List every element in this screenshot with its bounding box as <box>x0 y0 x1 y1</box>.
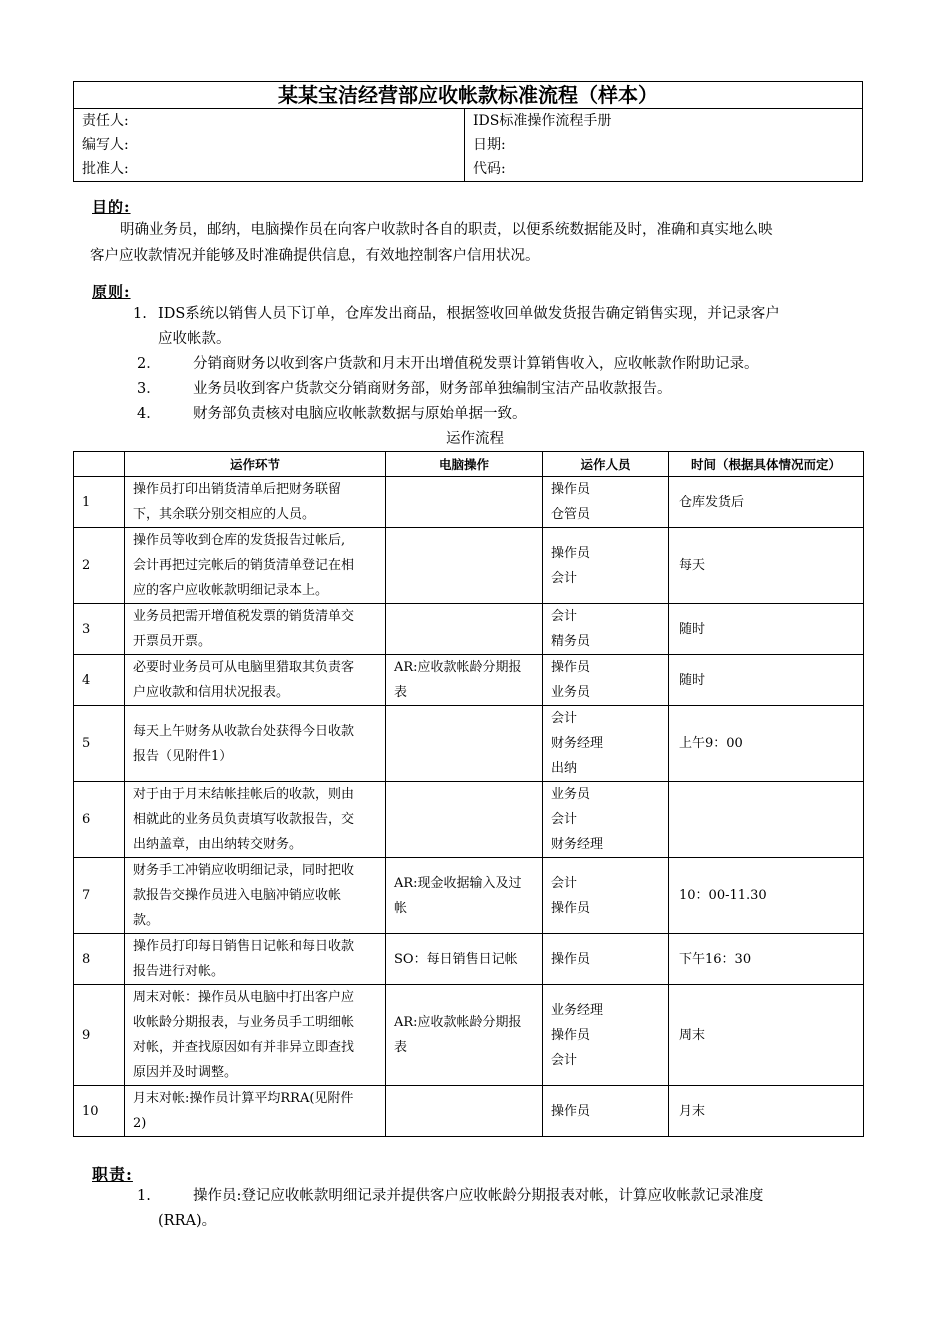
header-table <box>73 81 863 182</box>
code-label: 代码: <box>473 161 506 177</box>
time-cell: 随时 <box>669 604 864 655</box>
staff-line: 会计 <box>551 570 578 586</box>
step-cell <box>125 655 386 706</box>
row-number: 3 <box>74 604 125 655</box>
step-line: 出纳盖章，由出纳转交财务。 <box>133 837 303 852</box>
step-line: 款。 <box>133 913 160 928</box>
principle-1-num: 1. <box>133 306 147 322</box>
step-cell <box>125 528 386 604</box>
principle-3-text: 业务员收到客户货款交分销商财务部，财务部单独编制宝洁产品收款报告。 <box>193 381 672 397</box>
staff-line: 财务经理 <box>551 837 604 852</box>
principle-2-num: 2． <box>137 356 161 372</box>
system-cell <box>386 985 543 1086</box>
document-title: 某某宝洁经营部应收帐款标准流程（样本） <box>74 82 863 109</box>
step-line: 户应收款和信用状况报表。 <box>133 685 290 700</box>
step-line: 应的客户应收帐款明细记录本上。 <box>133 583 329 598</box>
step-line: 款报告交操作员进入电脑冲销应收帐 <box>133 888 342 903</box>
staff-line: 出纳 <box>551 761 578 776</box>
step-cell <box>125 477 386 528</box>
flow-row <box>74 477 864 528</box>
staff-line: 操作员 <box>551 1103 591 1119</box>
flow-row <box>74 934 864 985</box>
flow-header-row <box>74 452 864 477</box>
staff-line: 精务员 <box>551 634 591 649</box>
principle-1-line-1: IDS系统以销售人员下订单，仓库发出商品，根据签收回单做发货报告确定销售实现，并记录客户 <box>158 306 780 322</box>
staff-line: 会计 <box>551 1052 578 1068</box>
time-cell: 周末 <box>669 985 864 1086</box>
staff-line: 业务经理 <box>551 1002 604 1018</box>
row-number: 2 <box>74 528 125 604</box>
row-number: 6 <box>74 782 125 858</box>
system-cell <box>386 655 543 706</box>
flow-table <box>73 451 864 1137</box>
system-cell <box>386 477 543 528</box>
row-number: 7 <box>74 858 125 934</box>
duty-1-line-2: (RRA)。 <box>158 1213 217 1229</box>
system-line: AR:应收款帐龄分期报 <box>394 660 522 675</box>
time-cell: 随时 <box>669 655 864 706</box>
flow-row <box>74 1086 864 1137</box>
purpose-line-2: 客户应收款情况并能够及时准确提供信息，有效地控制客户信用状况。 <box>90 248 540 264</box>
col-header-time: 时间（根据具体情况而定） <box>669 452 864 477</box>
row-number: 1 <box>74 477 125 528</box>
staff-line: 操作员 <box>551 951 591 967</box>
staff-cell <box>543 934 669 985</box>
system-line: SO：每日销售日记帐 <box>394 951 518 967</box>
staff-line: 操作员 <box>551 660 591 675</box>
row-number: 8 <box>74 934 125 985</box>
staff-line: 仓管员 <box>551 507 591 522</box>
step-line: 对于由于月末结帐挂帐后的收款，则由 <box>133 787 355 802</box>
principle-3-num: 3． <box>137 381 161 397</box>
staff-line: 会计 <box>551 812 578 827</box>
step-cell <box>125 934 386 985</box>
step-cell <box>125 782 386 858</box>
step-line: 操作员打印每日销售日记帐和每日收款 <box>133 939 355 954</box>
step-line: 月末对帐:操作员计算平均RRA(见附件 <box>133 1091 354 1106</box>
staff-line: 操作员 <box>551 900 591 916</box>
row-number: 5 <box>74 706 125 782</box>
flow-caption: 运作流程 <box>446 431 504 447</box>
time-cell: 10：00-11.30 <box>669 858 864 934</box>
duty-1-line-1: 操作员:登记应收帐款明细记录并提供客户应收帐龄分期报表对帐，计算应收帐款记录准度 <box>193 1188 764 1204</box>
flow-row <box>74 706 864 782</box>
principle-4-text: 财务部负责核对电脑应收帐款数据与原始单据一致。 <box>193 406 527 422</box>
step-line: 报告（见附件1） <box>133 748 233 764</box>
system-cell <box>386 604 543 655</box>
step-cell <box>125 985 386 1086</box>
responsible-label: 责任人: <box>82 113 129 129</box>
duties-heading: 职责: <box>92 1165 133 1184</box>
system-line: AR:现金收据输入及过 <box>394 875 522 891</box>
system-cell <box>386 706 543 782</box>
system-cell <box>386 782 543 858</box>
system-cell <box>386 934 543 985</box>
staff-cell <box>543 1086 669 1137</box>
step-line: 财务手工冲销应收明细记录，同时把收 <box>133 863 355 878</box>
staff-cell <box>543 782 669 858</box>
col-header-step: 运作环节 <box>125 452 386 477</box>
staff-cell <box>543 528 669 604</box>
step-line: 相就此的业务员负责填写收款报告，交 <box>133 812 355 827</box>
staff-line: 业务员 <box>551 787 591 802</box>
staff-line: 业务员 <box>551 685 591 700</box>
approver-label: 批准人: <box>82 161 129 177</box>
system-line: AR:应收款帐龄分期报 <box>394 1015 522 1030</box>
step-line: 开票员开票。 <box>133 634 212 649</box>
flow-row <box>74 782 864 858</box>
manual-name: IDS标准操作流程手册 <box>473 113 612 129</box>
step-cell <box>125 1086 386 1137</box>
step-line: 下，其余联分别交相应的人员。 <box>133 507 316 522</box>
system-line: 帐 <box>394 900 408 916</box>
time-cell: 上午9：00 <box>669 706 864 782</box>
staff-line: 会计 <box>551 609 578 624</box>
flow-row <box>74 655 864 706</box>
system-cell <box>386 1086 543 1137</box>
staff-cell <box>543 604 669 655</box>
step-line: 会计再把过完帐后的销货清单登记在相 <box>133 558 355 573</box>
system-line: 表 <box>394 1040 408 1055</box>
principle-2-text: 分销商财务以收到客户货款和月末开出增值税发票计算销售收入，应收帐款作附助记录。 <box>193 356 759 372</box>
step-line: 操作员等收到仓库的发货报告过帐后, <box>133 533 346 548</box>
step-line: 周末对帐：操作员从电脑中打出客户应 <box>133 990 355 1005</box>
row-number: 4 <box>74 655 125 706</box>
staff-cell <box>543 477 669 528</box>
principle-1-line-2: 应收帐款。 <box>158 331 231 347</box>
time-cell: 月末 <box>669 1086 864 1137</box>
flow-row <box>74 604 864 655</box>
step-line: 对帐，并查找原因如有并非异立即查找 <box>133 1040 355 1055</box>
staff-cell <box>543 655 669 706</box>
step-line: 报告进行对帐。 <box>133 964 225 979</box>
staff-line: 会计 <box>551 875 578 891</box>
step-line: 原因并及时调整。 <box>133 1065 238 1080</box>
system-cell <box>386 858 543 934</box>
principle-4-num: 4． <box>137 406 161 422</box>
duty-1-num: 1. <box>137 1188 151 1204</box>
staff-line: 操作员 <box>551 1027 591 1043</box>
flow-row <box>74 985 864 1086</box>
col-header-system: 电脑操作 <box>386 452 543 477</box>
step-line: 业务员把需开增值税发票的销货清单交 <box>133 609 355 624</box>
staff-line: 操作员 <box>551 482 591 497</box>
system-cell <box>386 528 543 604</box>
system-line: 表 <box>394 685 408 700</box>
step-line: 必要时业务员可从电脑里猎取其负责客 <box>133 660 355 675</box>
col-header-staff: 运作人员 <box>543 452 669 477</box>
staff-line: 财务经理 <box>551 736 604 751</box>
flow-row <box>74 528 864 604</box>
time-cell: 每天 <box>669 528 864 604</box>
flow-row <box>74 858 864 934</box>
staff-cell <box>543 985 669 1086</box>
col-header-number <box>74 452 125 477</box>
purpose-line-1: 明确业务员，邮纳，电脑操作员在向客户收款时各自的职责，以便系统数据能及时，准确和真实地么映 <box>120 222 773 238</box>
principles-heading: 原则: <box>92 283 131 301</box>
time-cell <box>669 782 864 858</box>
staff-cell <box>543 706 669 782</box>
time-cell: 下午16：30 <box>669 934 864 985</box>
staff-line: 会计 <box>551 711 578 726</box>
time-cell: 仓库发货后 <box>669 477 864 528</box>
step-cell <box>125 858 386 934</box>
step-line: 操作员打印出销货清单后把财务联留 <box>133 482 342 497</box>
step-cell <box>125 604 386 655</box>
row-number: 9 <box>74 985 125 1086</box>
step-line: 2) <box>133 1116 147 1131</box>
step-line: 收帐龄分期报表，与业务员手工明细帐 <box>133 1015 355 1030</box>
staff-line: 操作员 <box>551 545 591 561</box>
purpose-heading: 目的: <box>92 198 131 216</box>
writer-label: 编写人: <box>82 137 129 153</box>
row-number: 10 <box>74 1086 125 1137</box>
staff-cell <box>543 858 669 934</box>
step-cell <box>125 706 386 782</box>
date-label: 日期: <box>473 137 506 153</box>
step-line: 每天上午财务从收款台处获得今日收款 <box>133 723 355 739</box>
